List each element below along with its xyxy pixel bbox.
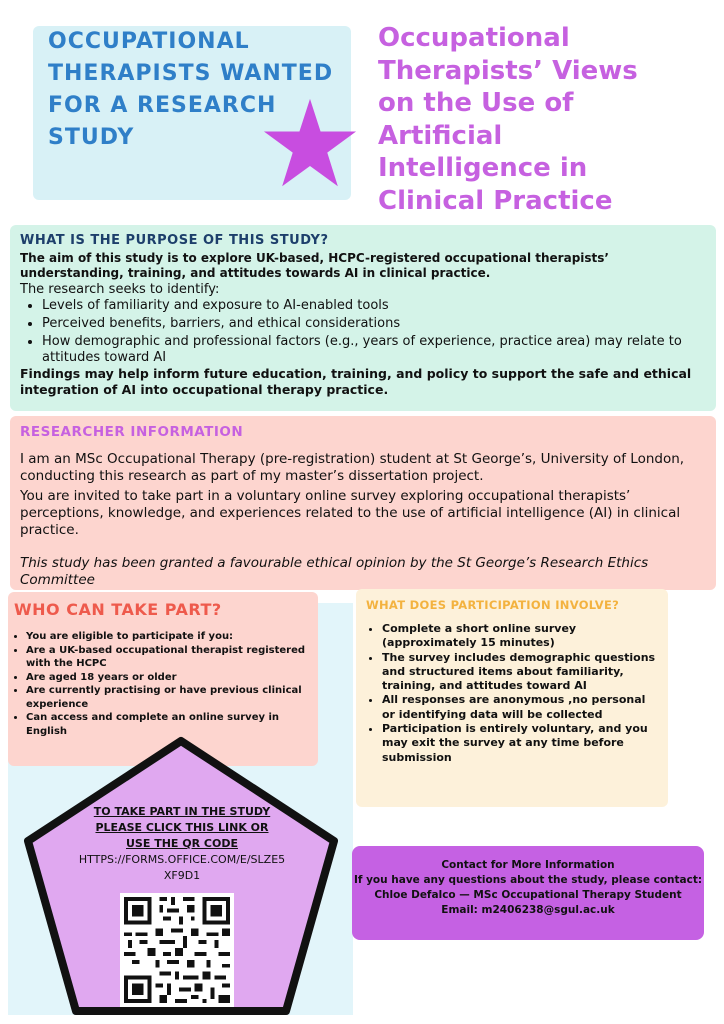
star-icon (262, 96, 358, 190)
purpose-aim: The aim of this study is to explore UK-based, HCPC-registered occupational therapists’ understanding, training, and attitudes towards AI in clinical practice. (20, 251, 609, 280)
researcher-heading: RESEARCHER INFORMATION (20, 424, 244, 440)
participation-list (366, 622, 656, 765)
list-item: • All responses are anonymous ,no personal or identifying data will be collected (382, 693, 656, 722)
participation-heading: WHAT DOES PARTICIPATION INVOLVE? (366, 598, 620, 612)
list-item: • Are aged 18 years or older (26, 671, 314, 685)
survey-link-label[interactable]: TO TAKE PART IN THE STUDY PLEASE CLICK THIS LINK OR USE THE QR CODE (93, 805, 271, 850)
list-item: • Can access and complete an online survey in English (26, 711, 314, 738)
survey-link[interactable]: HTTPS://FORMS.OFFICE.COM/E/SLZE5XF9D1 (78, 853, 286, 882)
purpose-findings: Findings may help inform future education, training, and policy to support the safe and ethical integration of AI into occupational therapy practice. (20, 366, 692, 397)
list-item: • Are a UK-based occupational therapist registered with the HCPC (26, 644, 314, 671)
title-line: Clinical Practice (378, 185, 613, 216)
title-line: on the Use of (378, 88, 574, 119)
contact-heading: Contact for More Information (441, 859, 615, 871)
eligibility-heading: WHO CAN TAKE PART? (14, 600, 222, 619)
list-item: • Participation is entirely voluntary, and you may exit the survey at any time before submission (382, 722, 656, 765)
title-line: Therapists’ Views (378, 55, 638, 86)
wanted-line: OCCUPATIONAL (48, 29, 250, 54)
purpose-list (20, 298, 710, 368)
title-line: Artificial (378, 120, 503, 151)
poster-title (378, 22, 718, 218)
researcher-invitation: You are invited to take part in a voluntary online survey exploring occupational therapists’ perceptions, knowledge, and experiences related to the use of artificial intelligence (AI) in clinical practice. (20, 488, 681, 538)
wanted-line: THERAPISTS WANTED (48, 61, 334, 86)
wanted-line: FOR A RESEARCH (48, 93, 277, 118)
purpose-heading: WHAT IS THE PURPOSE OF THIS STUDY? (20, 233, 329, 248)
list-item: • Perceived benefits, barriers, and ethical considerations (42, 316, 710, 332)
purpose-intro: The research seeks to identify: (20, 282, 220, 297)
title-line: Occupational (378, 23, 570, 53)
researcher-intro: I am an MSc Occupational Therapy (pre-registration) student at St George’s, University of London, conducting this research as part of my master’s dissertation project. (20, 451, 685, 484)
list-item: • Complete a short online survey (approximately 15 minutes) (382, 622, 656, 651)
eligibility-list (14, 630, 314, 738)
wanted-line: STUDY (48, 125, 135, 150)
list-item: • Levels of familiarity and exposure to AI-enabled tools (42, 298, 710, 314)
list-item: • The survey includes demographic questions and structured items about familiarity, training, and attitudes toward AI (382, 651, 656, 694)
ethics-statement: This study has been granted a favourable ethical opinion by the St George’s Research Ethics Committee (20, 555, 649, 588)
contact-email[interactable]: Email: m2406238@sgul.ac.uk (441, 904, 615, 916)
qr-code-icon[interactable] (120, 893, 234, 1007)
contact-intro: If you have any questions about the study, please contact: (353, 874, 703, 886)
list-item: • Are currently practising or have previous clinical experience (26, 684, 314, 711)
title-line: Intelligence in (378, 153, 588, 184)
list-item: • You are eligible to participate if you: (26, 630, 314, 644)
contact-name: Chloe Defalco — MSc Occupational Therapy Student (374, 889, 682, 901)
list-item: • How demographic and professional factors (e.g., years of experience, practice area) may relate to attitudes toward AI (42, 334, 710, 366)
